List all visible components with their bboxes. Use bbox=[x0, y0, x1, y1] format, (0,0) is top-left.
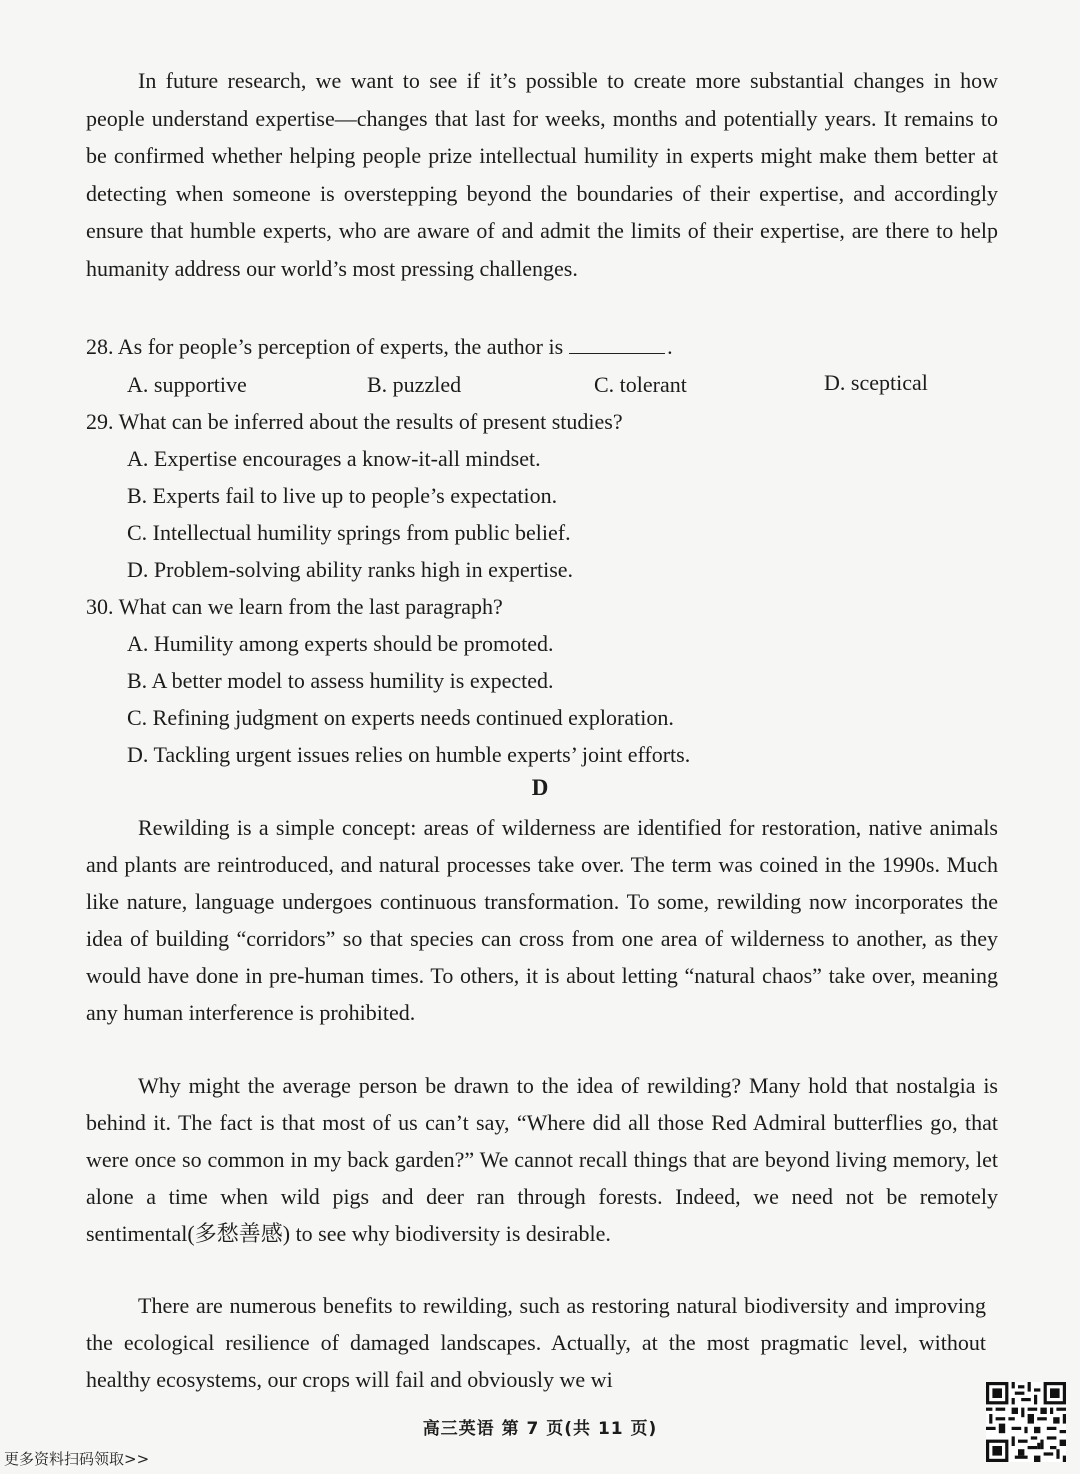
q30-option-c: C. Refining judgment on experts needs continued exploration. bbox=[127, 705, 674, 730]
q29-option-a: A. Expertise encourages a know-it-all mindset. bbox=[127, 446, 541, 471]
passage-c-last-paragraph: In future research, we want to see if it’s possible to create more substantial changes in how people understand expertise—changes that last for weeks, months and potentially years. It remains to be confirmed whether helping people prize intellectual humility in experts might make them better at detecting when someone is overstepping beyond the boundaries of their expertise, and accordingly ensure that humble experts, who are aware of and admit the limits of their expertise, are there to help humanity address our world’s most pressing challenges. bbox=[86, 68, 998, 281]
section-title: D bbox=[531, 775, 549, 800]
question-28-stem-end: . bbox=[667, 334, 673, 359]
q30-option-a: A. Humility among experts should be promoted. bbox=[127, 631, 554, 656]
qr-code-icon[interactable] bbox=[986, 1382, 1066, 1462]
q30-option-d: D. Tackling urgent issues relies on humble experts’ joint efforts. bbox=[127, 742, 691, 767]
question-30-stem: 30. What can we learn from the last paragraph? bbox=[86, 594, 503, 619]
q28-option-d: D. sceptical bbox=[824, 370, 928, 395]
passage-d-paragraph-1: Rewilding is a simple concept: areas of wilderness are identified for restoration, native animals and plants are reintroduced, and natural processes take over. The term was coined in the 1990s. Much like nature, language undergoes continuous transformation. To some, rewilding now incorporates the idea of building “corridors” so that species can cross from one area of wilderness to another, as they would have done in pre-human times. To others, it is about letting “natural chaos” take over, meaning any human interference is prohibited. bbox=[86, 815, 998, 1025]
q29-option-d: D. Problem-solving ability ranks high in expertise. bbox=[127, 557, 574, 582]
question-28-stem: 28. As for people’s perception of experts, the author is bbox=[86, 334, 564, 359]
question-28 bbox=[86, 328, 673, 365]
passage-d-paragraph-3: There are numerous benefits to rewilding, such as restoring natural biodiversity and improving the ecological resilience of damaged landscapes. Actually, at the most pragmatic level, without healthy ecosystems, our crops will fail and obviously we wi bbox=[86, 1293, 986, 1392]
q29-option-b: B. Experts fail to live up to people’s expectation. bbox=[127, 483, 558, 508]
q29-option-c: C. Intellectual humility springs from public belief. bbox=[127, 520, 571, 545]
q28-option-a: A. supportive bbox=[127, 372, 247, 397]
q28-option-c: C. tolerant bbox=[594, 372, 687, 397]
page-footer: 高三英语 第 7 页(共 11 页) bbox=[422, 1419, 658, 1439]
q28-option-b: B. puzzled bbox=[367, 372, 462, 397]
passage-d-paragraph-2: Why might the average person be drawn to the idea of rewilding? Many hold that nostalgia is behind it. The fact is that most of us can’t say, “Where did all those Red Admiral butterflies go, that were once so common in my back garden?” We cannot recall things that are beyond living memory, let alone a time when wild pigs and deer ran through forests. Indeed, we need not be remotely sentimental(多愁善感) to see why biodiversity is desirable. bbox=[86, 1073, 998, 1246]
question-29-stem: 29. What can be inferred about the results of present studies? bbox=[86, 409, 623, 434]
answer-blank bbox=[569, 335, 665, 354]
bottom-note: 更多资料扫码领取>> bbox=[4, 1450, 150, 1468]
q30-option-b: B. A better model to assess humility is expected. bbox=[127, 668, 554, 693]
